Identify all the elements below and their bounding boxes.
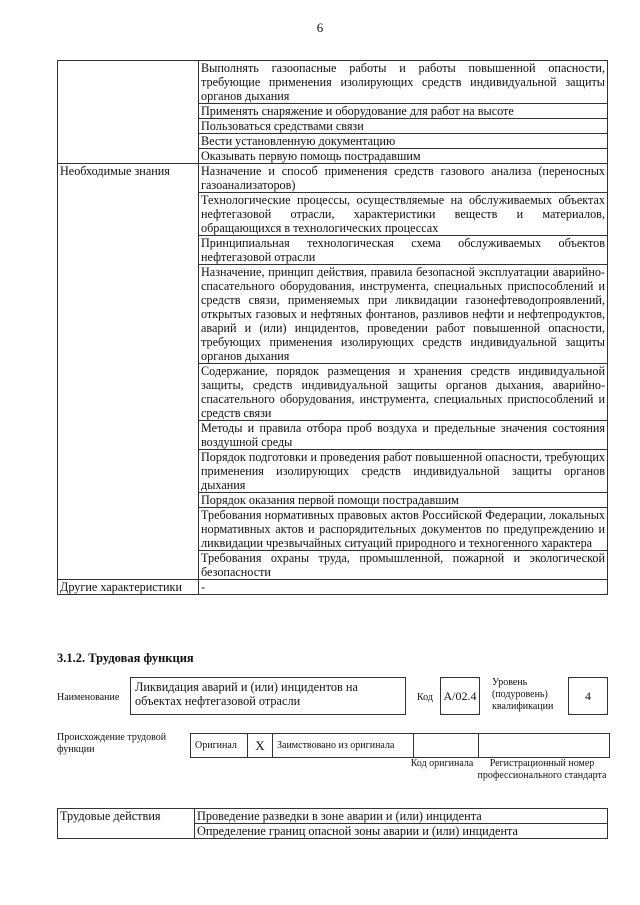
registration-number-cell [479,734,610,758]
page-number: 6 [316,20,324,35]
skills-label-cell [58,61,199,164]
knowledge-item: Содержание, порядок размещения и хранения средств индивидуальной защиты, средств индивидуальной защиты органов дыхания, аварийно-спасательного оборудования, инструмента, специальных приспособлений и средств связи [199,364,608,421]
origin-label: Происхождение трудовой функции [57,732,167,755]
knowledge-item: Методы и правила отбора проб воздуха и предельные значения состояния воздушной среды [199,421,608,450]
skill-item: Применять снаряжение и оборудование для работ на высоте [199,104,608,119]
other-characteristics-label: Другие характеристики [58,580,199,595]
knowledge-item: Порядок подготовки и проведения работ повышенной опасности, требующих применения изолирующих средств индивидуальной защиты органов дыхания [199,450,608,493]
labor-actions-table [57,808,608,839]
original-mark: X [248,734,273,758]
table-row [58,164,608,193]
knowledge-item: Назначение, принцип действия, правила безопасной эксплуатации аварийно-спасательного оборудования, инструмента, специальных приспособлений и средств связи, применяемых при ликвидации газонефтеводопроявлений, открытых газовых и нефтяных фонтанов, разливов нефти и нефтепродуктов, аварий и (или) инцидентов, проведении работ повышенной опасности, требующих применения изолирующих средств индивидуальной защиты органов дыхания [199,265,608,364]
origin-table [190,733,610,758]
table-row [58,809,608,824]
caption-original-code: Код оригинала [410,758,474,769]
competency-table [57,60,608,595]
qualification-level-value: 4 [568,677,608,715]
original-code-cell [414,734,479,758]
code-value: А/02.4 [440,677,480,715]
qualification-level-label: Уровень (подуровень) квалификации [492,677,554,712]
knowledge-label: Необходимые знания [58,164,199,580]
caption-registration-number: Регистрационный номер профессионального стандарта [477,758,607,781]
other-characteristics-value: - [199,580,608,595]
knowledge-item: Требования нормативных правовых актов Российской Федерации, локальных нормативных актов и распорядительных документов по предупреждению и ликвидации чрезвычайных ситуаций природного и техногенного характера [199,508,608,551]
borrowed-label: Заимствовано из оригинала [273,734,414,758]
table-row [58,61,608,104]
section-title: 3.1.2. Трудовая функция [57,651,194,665]
knowledge-item: Принципиальная технологическая схема обслуживаемых объектов нефтегазовой отрасли [199,236,608,265]
labor-actions-label: Трудовые действия [58,809,195,839]
labor-action-item: Определение границ опасной зоны аварии и (или) инцидента [195,824,608,839]
table-row [58,580,608,595]
skill-item: Вести установленную документацию [199,134,608,149]
skill-item: Оказывать первую помощь пострадавшим [199,149,608,164]
skill-item: Выполнять газоопасные работы и работы повышенной опасности, требующие применения изолирующих средств индивидуальной защиты органов дыхания [199,61,608,104]
knowledge-item: Порядок оказания первой помощи пострадавшим [199,493,608,508]
original-label: Оригинал [191,734,248,758]
knowledge-item: Технологические процессы, осуществляемые на обслуживаемых объектах нефтегазовой отрасли, характеристики веществ и материалов, обращающихся в технологических процессах [199,193,608,236]
labor-action-item: Проведение разведки в зоне аварии и (или) инцидента [195,809,608,824]
knowledge-item: Назначение и способ применения средств газового анализа (переносных газоанализаторов) [199,164,608,193]
knowledge-item: Требования охраны труда, промышленной, пожарной и экологической безопасности [199,551,608,580]
function-name-label: Наименование [57,692,120,703]
skill-item: Пользоваться средствами связи [199,119,608,134]
function-name-box: Ликвидация аварий и (или) инцидентов на объектах нефтегазовой отрасли [130,677,406,715]
code-label: Код [417,692,433,703]
